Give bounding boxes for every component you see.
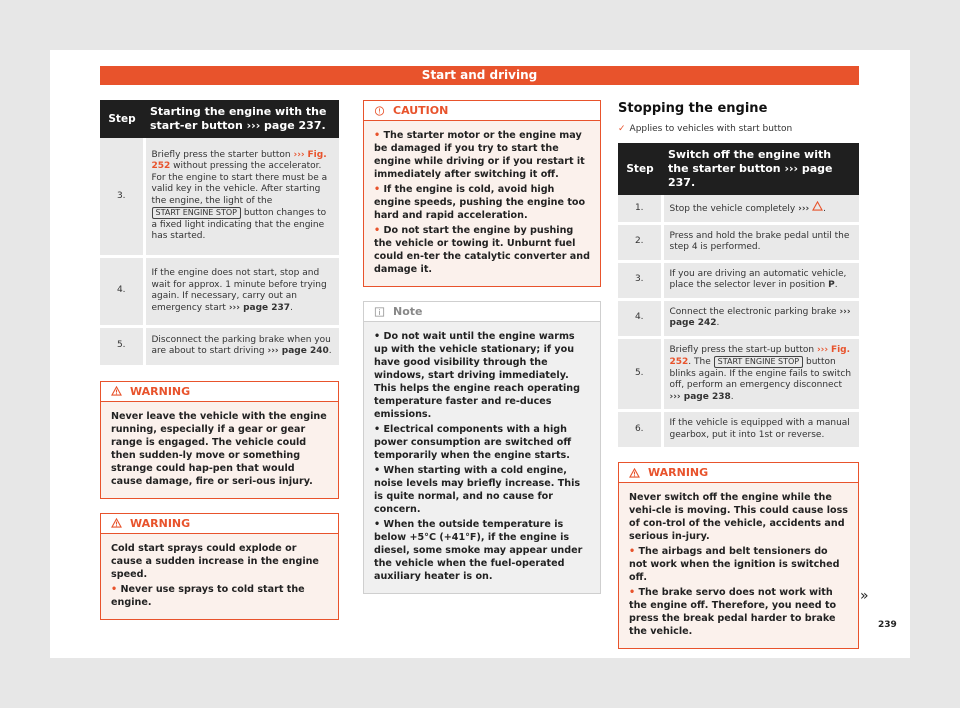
text: without pressing the accelerator. For the engine to start there must be a valid key in the vehicle. After starting the engine, the light of the (151, 161, 328, 206)
figure-link[interactable]: Fig. 252 (151, 149, 327, 172)
text: If the engine does not start, stop and wait for approx. 1 minute before trying again. If necessary, carry out an emergency start (151, 268, 327, 313)
note-icon (374, 307, 385, 317)
warning-header (101, 382, 338, 402)
text: . (730, 391, 734, 402)
ref-arrows: ››› (816, 344, 829, 355)
applies-text: Applies to vehicles with start button (629, 124, 793, 134)
text: . (328, 346, 332, 356)
step-number: 3. (100, 138, 144, 256)
text: button blinks again. If the engine fails to switch off, perform an emergency disconnect (669, 357, 852, 390)
col-step-header: Step (618, 143, 662, 195)
warning-text: Cold start sprays could explode or cause a sudden increase in the engine speed. (111, 542, 319, 580)
step-text (144, 256, 339, 326)
table-row (100, 138, 339, 256)
ref-arrows: ››› (293, 149, 305, 160)
step-number: 5. (100, 326, 144, 366)
info-circle-icon (374, 106, 385, 116)
step-text (662, 299, 859, 337)
caution-bullet: • Do not start the engine by pushing the vehicle or towing it. Unburnt fuel could en-ter the catalytic converter and damage it. (374, 225, 590, 275)
text: Disconnect the parking brake when you are about to start driving (151, 334, 331, 356)
text: . (834, 280, 838, 290)
table-row (618, 223, 859, 261)
page-link[interactable]: ››› page 237 (228, 302, 291, 313)
text: Connect the electronic parking brake (669, 306, 837, 317)
position-label: P (828, 280, 835, 290)
note-bullet: • Do not wait until the engine warms up with the vehicle stationary; if you have good visibility through the windows, start driving immediately. This helps the engine reach operating temperature faster and re-duces emissions. (374, 331, 580, 420)
column-right (618, 100, 859, 649)
bullet-text: The airbags and belt tensioners do not work when the ignition is switched off. (629, 546, 840, 583)
step-text (662, 337, 859, 411)
text: Stop the vehicle completely (669, 204, 796, 214)
stop-steps-table (618, 143, 859, 450)
warning-bullet: • The airbags and belt tensioners do not work when the ignition is switched off. (629, 546, 840, 583)
caution-bullet: • The starter motor or the engine may be damaged if you try to start the engine while driving or if you restart it immediately after switching it off. (374, 130, 585, 180)
warning-body (101, 402, 338, 498)
table-row (618, 299, 859, 337)
table-row (618, 411, 859, 449)
table-row (618, 261, 859, 299)
col-step-header: Step (100, 100, 144, 138)
step-number: 4. (100, 256, 144, 326)
table-row (100, 256, 339, 326)
bullet-text: When the outside temperature is below +5°C (+41°F), if the engine is diesel, some smoke may appear under the vehicle when the fuel-operated auxiliary heater is on. (374, 519, 583, 582)
bullet-text: When starting with a cold engine, noise levels may briefly increase. This is quite normal, and no cause for concern. (374, 465, 581, 515)
note-body (364, 322, 600, 593)
step-text: Press and hold the brake pedal until the step 4 is performed. (662, 223, 859, 261)
step-number: 2. (618, 223, 662, 261)
warning-body (101, 534, 338, 619)
col-action-header: Switch off the engine with the starter button ››› page 237. (662, 143, 859, 195)
start-engine-stop-label: START ENGINE STOP (714, 356, 804, 368)
column-middle (363, 100, 601, 594)
bullet-text: Do not wait until the engine warms up with the vehicle stationary; if you have good visibility through the windows, start driving immediately. This helps the engine reach operating temperature faster and re-duces emissions. (374, 331, 580, 420)
bullet-text: Electrical components with a high power consumption are switched off temporarily when the engine starts. (374, 424, 572, 461)
text: Briefly press the start-up button (669, 344, 815, 355)
caution-box (363, 100, 601, 287)
caution-bullet: • If the engine is cold, avoid high engine speeds, pushing the engine too hard and rapid acceleration. (374, 184, 586, 221)
page-link[interactable]: ››› page 240 (267, 346, 329, 356)
bullet-text: Never use sprays to cold start the engine. (111, 583, 305, 608)
caution-body (364, 121, 600, 286)
warning-title: WARNING (130, 384, 191, 398)
table-row (618, 195, 859, 223)
step-text (662, 261, 859, 299)
column-left (100, 100, 339, 620)
text: . (290, 302, 293, 313)
warning-title: WARNING (130, 516, 191, 530)
warning-box (618, 462, 859, 649)
page-number: 239 (878, 620, 897, 630)
check-icon: ✓ (618, 124, 626, 134)
bullet-text: The brake servo does not work with the engine off. Therefore, you need to press the break pedal harder to brake the vehicle. (629, 587, 837, 637)
text: button changes to a fixed light indicating that the engine has started. (151, 208, 327, 242)
step-text (144, 326, 339, 366)
bullet-text: Do not start the engine by pushing the vehicle or towing it. Unburnt fuel could en-ter the catalytic converter and damage it. (374, 225, 590, 275)
continue-arrow-icon: » (860, 588, 869, 604)
warning-box (100, 513, 339, 620)
caution-header (364, 101, 600, 121)
step-number: 4. (618, 299, 662, 337)
step-text (662, 195, 859, 223)
note-header (364, 302, 600, 322)
text: . (716, 318, 720, 328)
step-number: 5. (618, 337, 662, 411)
warning-bullet: • The brake servo does not work with the engine off. Therefore, you need to press the break pedal harder to brake the vehicle. (629, 587, 837, 637)
warning-triangle-icon (629, 468, 640, 478)
table-row (100, 326, 339, 366)
applies-note (618, 124, 859, 134)
section-title: Stopping the engine (618, 101, 768, 116)
bullet-text: The starter motor or the engine may be damaged if you try to start the engine while driving or if you restart it immediately after switching it off. (374, 130, 585, 180)
text: If you are driving an automatic vehicle, place the selector lever in position (669, 268, 847, 290)
warning-text: Never switch off the engine while the vehi-cle is moving. This could cause loss of con-trol of the vehicle, accidents and serious in-jury. (629, 492, 848, 542)
note-bullet: • When starting with a cold engine, noise levels may briefly increase. This is quite normal, and no cause for concern. (374, 465, 581, 515)
step-number: 3. (618, 261, 662, 299)
warning-header (101, 514, 338, 534)
page-link[interactable]: ››› page 238 (669, 391, 731, 402)
warning-title: WARNING (648, 466, 709, 479)
note-box (363, 301, 601, 594)
table-row (618, 337, 859, 411)
step-number: 6. (618, 411, 662, 449)
warning-header (619, 463, 858, 483)
chapter-header: Start and driving (100, 66, 859, 85)
step-text: If the vehicle is equipped with a manual gearbox, put it into 1st or reverse. (662, 411, 859, 449)
bullet-text: If the engine is cold, avoid high engine speeds, pushing the engine too hard and rapid acceleration. (374, 184, 586, 221)
warning-triangle-icon (111, 518, 122, 528)
col-action-header: Starting the engine with the start-er button ››› page 237. (144, 100, 339, 138)
warning-text: Never leave the vehicle with the engine running, especially if a gear or gear range is engaged. The vehicle could then sudden-ly move or something strange could hap-pen that would cause damage, fire or seri-ous injury. (111, 410, 327, 487)
warning-bullet: • Never use sprays to cold start the engine. (111, 583, 305, 608)
step-number: 1. (618, 195, 662, 223)
start-engine-stop-label: START ENGINE STOP (152, 207, 242, 219)
note-bullet: • When the outside temperature is below +5°C (+41°F), if the engine is diesel, some smoke may appear under the vehicle when the fuel-operated auxiliary heater is on. (374, 519, 583, 582)
ref-arrows[interactable]: ››› (798, 204, 810, 214)
warning-box (100, 381, 339, 499)
text: Briefly press the starter button (151, 149, 291, 160)
text: . (823, 204, 826, 214)
caution-title: CAUTION (393, 104, 449, 117)
start-steps-table (100, 100, 339, 368)
page-link[interactable]: ››› page 242 (669, 306, 851, 328)
figure-link[interactable]: Fig. 252 (669, 344, 851, 367)
step-text (144, 138, 339, 256)
note-bullet: • Electrical components with a high power consumption are switched off temporarily when the engine starts. (374, 424, 572, 461)
warning-triangle-icon (111, 386, 122, 396)
warning-body (619, 483, 858, 648)
warning-triangle-icon (812, 201, 823, 211)
note-title: Note (393, 305, 423, 318)
text: . The (688, 357, 711, 367)
